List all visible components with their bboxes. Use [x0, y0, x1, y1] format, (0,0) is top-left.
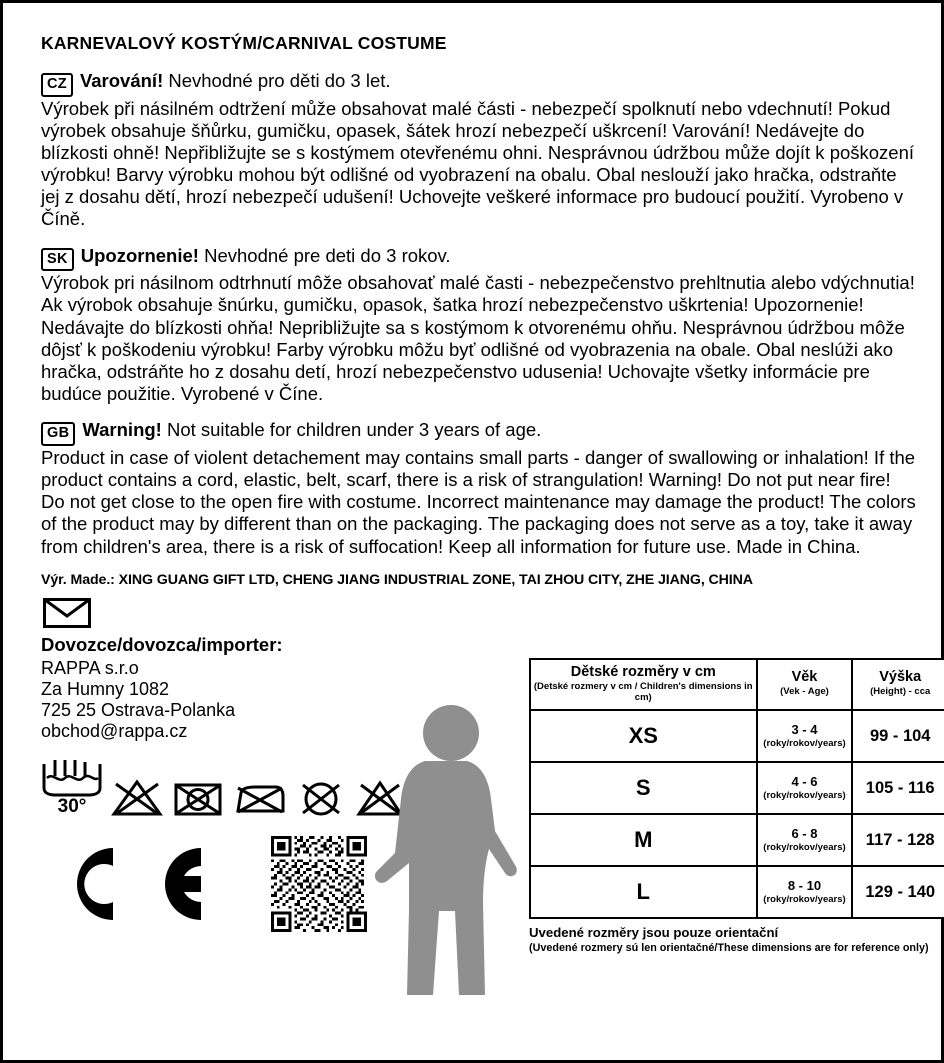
size-value: M [530, 814, 757, 866]
size-note-sub: (Uvedené rozmery sú len orientačné/These dimensions are for reference only) [529, 942, 929, 955]
lang-tag-cz: CZ [41, 73, 73, 97]
age-value [757, 814, 853, 866]
warning-heading-strong-gb: Warning! [82, 419, 162, 441]
warning-heading-cz [80, 70, 391, 92]
warning-block-gb [41, 419, 919, 557]
qr-code-glyph [271, 836, 367, 932]
size-table-header-age [757, 659, 853, 711]
warning-heading-gb [82, 419, 541, 441]
warning-heading-rest-gb: Not suitable for children under 3 years of age. [161, 419, 542, 441]
size-table-header-row [530, 659, 944, 711]
table-row [530, 710, 944, 762]
envelope-icon [43, 598, 919, 628]
ce-mark-icon [41, 840, 231, 928]
age-range: 6 - 8 [791, 826, 818, 842]
age-range: 8 - 10 [787, 878, 822, 894]
warning-block-cz [41, 70, 919, 231]
hand-wash-glyph [41, 758, 103, 798]
header-sub-age: (Vek - Age) [780, 686, 829, 698]
size-note-main: Uvedené rozměry jsou pouze orientační [529, 925, 779, 941]
envelope-glyph [43, 598, 91, 628]
header-main-dimensions: Dětské rozměry v cm [570, 663, 716, 680]
table-row [530, 866, 944, 918]
warning-body-gb: Product in case of violent detachement may contains small parts - danger of swallowing or inhalation! If the product contains a cord, elastic, belt, scarf, there is a risk of strangulation! Warning! Do not put near fire! Do not get close to the open fire with costume. Incorrect maintenance may damage the product! The colors of the product may by different than on the packaging. The packaging does not serve as a toy, take it away from children's area, there is a risk of suffocation! Keep all information for future use. Made in China. [41, 446, 916, 557]
size-table-header-dimensions [530, 659, 757, 711]
size-value: L [530, 866, 757, 918]
age-unit: (roky/rokov/years) [763, 737, 846, 749]
warning-heading-sk [81, 245, 451, 267]
warning-heading-strong-sk: Upozornenie! [80, 244, 199, 266]
size-table-note [529, 925, 944, 955]
hand-wash-icon [41, 758, 103, 818]
age-unit: (roky/rokov/years) [763, 789, 846, 801]
do-not-iron-icon [232, 778, 288, 818]
age-unit: (roky/rokov/years) [763, 893, 846, 905]
importer-title: Dovozce/dovozca/importer: [41, 633, 283, 655]
child-silhouette-glyph [359, 703, 549, 1003]
lang-tag-sk: SK [41, 248, 74, 272]
size-table [529, 658, 944, 920]
do-not-bleach-icon [110, 778, 164, 818]
age-range: 4 - 6 [791, 774, 818, 790]
importer-line-2: 725 25 Ostrava-Polanka [41, 699, 236, 720]
warning-body-cz: Výrobek při násilném odtržení může obsahovat malé části - nebezpečí spolknutí nebo vdechnutí! Pokud výrobek obsahuje šňůrku, gumičku, opasek, šátek hrozí nebezpečí uškrcení! Varování! Nedávejte do blízkosti ohně! Nepřibližujte se s kostýmem otevřenému ohni. Nesprávnou údržbou může dojít k poškození výrobku! Barvy výrobku mohou být odlišné od vyobrazení na obalu. Obal neslouží jako hračka, odstraňte jej z dosahu dětí, hrozí nebezpečí udušení! Uchovejte veškeré informace pro budoucí použití. Vyrobeno v Číně. [41, 97, 915, 230]
wash-temperature: 30° [57, 795, 87, 817]
size-table-header-height [852, 659, 944, 711]
page-title: KARNEVALOVÝ KOSTÝM/CARNIVAL COSTUME [41, 33, 447, 53]
do-not-dry-clean-icon [295, 778, 347, 818]
importer-line-3: obchod@rappa.cz [41, 720, 188, 741]
size-value: XS [530, 710, 757, 762]
height-value: 99 - 104 [852, 710, 944, 762]
importer-line-1: Za Humny 1082 [41, 678, 170, 699]
warning-heading-rest-cz: Nevhodné pro děti do 3 let. [163, 70, 391, 91]
warning-body-sk: Výrobok pri násilnom odtrhnutí môže obsahovať malé časti - nebezpečenstvo prehltnutia alebo vdýchnutia! Ak výrobok obsahuje šnúrku, gumičku, opasok, šatka hrozí nebezpečenstvo uškrtenia! Upozornenie! Nedávajte do blízkosti ohňa! Nepribližujte sa s kostýmom k otvorenému ohňu. Nesprávnou údržbou môže dôjsť k poškodeniu výrobku! Farby výrobku môžu byť odlišné od vyobrazenia na obale. Obal neslúži ako hračka, odstráňte ho z dosahu detí, hrozí nebezpečenstvo udusenia! Uchovajte všetky informácie pre budúce použitie. Vyrobené v Číne. [41, 272, 915, 405]
age-value [757, 762, 853, 814]
header-sub-height: (Height) - cca [870, 686, 931, 698]
warning-block-sk [41, 245, 919, 406]
lang-line-sk [41, 245, 919, 272]
manufacturer-line: Výr. Made.: XING GUANG GIFT LTD, CHENG JIANG INDUSTRIAL ZONE, TAI ZHOU CITY, ZHE JIANG, CHINA [41, 571, 753, 588]
table-row [530, 762, 944, 814]
age-value [757, 866, 853, 918]
height-value: 129 - 140 [852, 866, 944, 918]
qr-code-icon [271, 836, 367, 932]
header-sub-dimensions: (Detské rozmery v cm / Children's dimensions in cm) [533, 680, 753, 703]
height-value: 105 - 116 [852, 762, 944, 814]
height-value: 117 - 128 [852, 814, 944, 866]
child-silhouette-icon [359, 703, 549, 1003]
age-range: 3 - 4 [791, 722, 818, 738]
size-table-area [529, 658, 944, 956]
age-unit: (roky/rokov/years) [763, 841, 846, 853]
header-main-age: Věk [791, 669, 818, 686]
lang-line-cz [41, 70, 919, 97]
do-not-tumble-dry-icon [171, 778, 225, 818]
warning-heading-rest-sk: Nevhodné pre deti do 3 rokov. [198, 244, 451, 266]
importer-line-0: RAPPA s.r.o [41, 657, 139, 678]
warning-heading-strong-cz: Varování! [79, 70, 164, 91]
header-main-height: Výška [879, 669, 922, 686]
size-value: S [530, 762, 757, 814]
table-row [530, 814, 944, 866]
lang-tag-gb: GB [41, 422, 75, 446]
lang-line-gb [41, 419, 919, 446]
age-value [757, 710, 853, 762]
